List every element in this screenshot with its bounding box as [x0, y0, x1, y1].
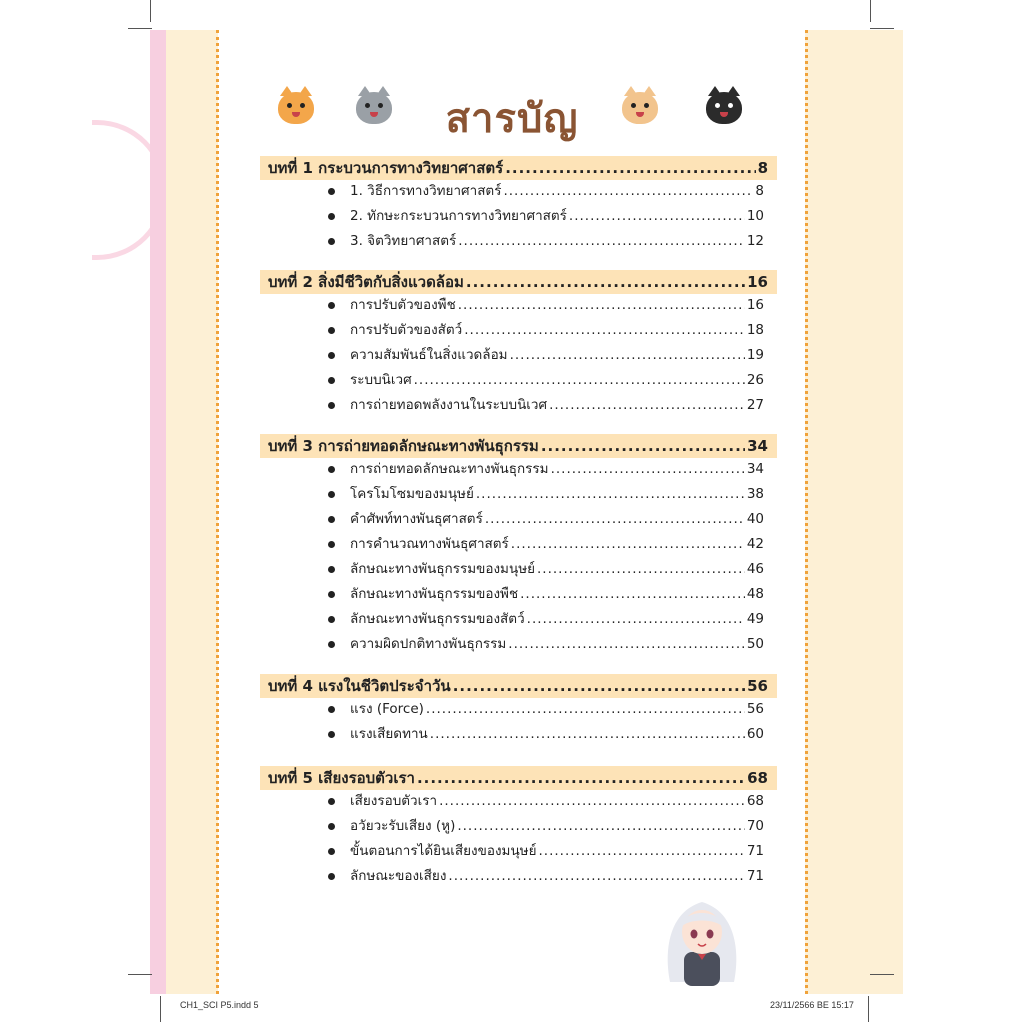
toc-item-page-number: 68: [746, 793, 764, 809]
toc-item-page-number: 26: [746, 372, 764, 388]
toc-item[interactable]: [350, 319, 764, 341]
toc-item-title: อวัยวะรับเสียง (หู): [350, 818, 456, 834]
dot-leader: [476, 483, 745, 505]
dot-leader: [508, 633, 745, 655]
chapter-title: บทที่ 5 เสียงรอบตัวเรา: [268, 769, 415, 787]
dot-leader: [510, 344, 745, 366]
toc-item-title: การถ่ายทอดพลังงานในระบบนิเวศ: [350, 397, 548, 413]
toc-item-title: ลักษณะทางพันธุกรรมของสัตว์: [350, 611, 525, 627]
toc-item-page-number: 50: [746, 636, 764, 652]
dot-leader: [458, 230, 745, 252]
toc-item-title: การปรับตัวของสัตว์: [350, 322, 463, 338]
dot-leader: [527, 608, 745, 630]
toc-item[interactable]: [350, 583, 764, 605]
toc-item-title: โครโมโซมของมนุษย์: [350, 486, 474, 502]
toc-item-title: ลักษณะของเสียง: [350, 868, 447, 884]
toc-item-page-number: 56: [746, 701, 764, 717]
chapter-heading[interactable]: [268, 156, 768, 180]
dot-leader: [520, 583, 745, 605]
toc-item-page-number: 71: [746, 868, 764, 884]
crop-mark: [870, 0, 871, 22]
toc-item-title: แรงเสียดทาน: [350, 726, 428, 742]
chapter-title: บทที่ 2 สิ่งมีชีวิตกับสิ่งแวดล้อม: [268, 273, 464, 291]
toc-item-page-number: 48: [746, 586, 764, 602]
bullet-icon: [328, 302, 335, 309]
toc-item[interactable]: [350, 723, 764, 745]
toc-item[interactable]: [350, 394, 764, 416]
toc-item[interactable]: [350, 698, 764, 720]
chapter-page-number: 8: [757, 159, 768, 177]
toc-item[interactable]: [350, 205, 764, 227]
toc-item-page-number: 40: [746, 511, 764, 527]
chapter-heading[interactable]: [268, 434, 768, 458]
toc-item-page-number: 34: [746, 461, 764, 477]
bullet-icon: [328, 541, 335, 548]
chapter-heading[interactable]: [268, 270, 768, 294]
toc-item[interactable]: [350, 180, 764, 202]
toc-item-page-number: 70: [746, 818, 764, 834]
dot-leader: [417, 766, 745, 790]
toc-item[interactable]: [350, 815, 764, 837]
chapter-heading[interactable]: [268, 674, 768, 698]
dot-leader: [458, 294, 745, 316]
toc-item[interactable]: [350, 558, 764, 580]
dot-leader: [464, 319, 745, 341]
toc-item-title: เสียงรอบตัวเรา: [350, 793, 438, 809]
left-cream-margin: [166, 30, 218, 994]
chapter-page-number: 16: [747, 273, 768, 291]
toc-item-page-number: 16: [746, 297, 764, 313]
bullet-icon: [328, 591, 335, 598]
crop-mark: [128, 974, 152, 975]
toc-item-title: แรง (Force): [350, 701, 424, 717]
dot-leader: [466, 270, 745, 294]
toc-item-page-number: 19: [746, 347, 764, 363]
bullet-icon: [328, 641, 335, 648]
dot-leader: [538, 840, 744, 862]
toc-item[interactable]: [350, 508, 764, 530]
page-title: สารบัญ: [445, 95, 579, 142]
bullet-icon: [328, 466, 335, 473]
bullet-icon: [328, 823, 335, 830]
toc-item[interactable]: [350, 633, 764, 655]
toc-item[interactable]: [350, 294, 764, 316]
chapter-page-number: 34: [747, 437, 768, 455]
toc-item-title: ขั้นตอนการได้ยินเสียงของมนุษย์: [350, 843, 537, 859]
toc-item-title: คำศัพท์ทางพันธุศาสตร์: [350, 511, 483, 527]
crop-mark: [128, 28, 152, 29]
bullet-icon: [328, 327, 335, 334]
bullet-icon: [328, 491, 335, 498]
right-cream-margin: [805, 30, 903, 994]
bullet-icon: [328, 516, 335, 523]
bullet-icon: [328, 213, 335, 220]
crop-mark: [160, 996, 161, 1022]
toc-item[interactable]: [350, 865, 764, 887]
crop-mark: [870, 28, 894, 29]
toc-item-title: ระบบนิเวศ: [350, 372, 412, 388]
dot-leader: [541, 434, 745, 458]
dot-leader: [439, 790, 745, 812]
crop-mark: [870, 974, 894, 975]
toc-item[interactable]: [350, 790, 764, 812]
dot-leader: [551, 458, 745, 480]
chapter-heading[interactable]: [268, 766, 768, 790]
bullet-icon: [328, 352, 335, 359]
toc-item-page-number: 27: [746, 397, 764, 413]
crop-mark: [868, 996, 869, 1022]
dot-leader: [430, 723, 745, 745]
bullet-icon: [328, 873, 335, 880]
toc-item[interactable]: [350, 458, 764, 480]
bullet-icon: [328, 706, 335, 713]
toc-item-page-number: 71: [746, 843, 764, 859]
toc-item[interactable]: [350, 483, 764, 505]
toc-item-page-number: 46: [746, 561, 764, 577]
bullet-icon: [328, 402, 335, 409]
toc-item-title: การถ่ายทอดลักษณะทางพันธุกรรม: [350, 461, 549, 477]
bullet-icon: [328, 188, 335, 195]
anime-girl-illustration: [660, 892, 744, 988]
dot-leader: [448, 865, 744, 887]
right-dotted-border: [805, 30, 808, 994]
toc-item-title: การคำนวณทางพันธุศาสตร์: [350, 536, 509, 552]
toc-item[interactable]: [350, 840, 764, 862]
dot-leader: [414, 369, 745, 391]
bullet-icon: [328, 731, 335, 738]
toc-item-title: ความผิดปกติทางพันธุกรรม: [350, 636, 507, 652]
chapter-title: บทที่ 3 การถ่ายทอดลักษณะทางพันธุกรรม: [268, 437, 539, 455]
chapter-page-number: 56: [747, 677, 768, 695]
toc-item[interactable]: [350, 230, 764, 252]
toc-item-page-number: 42: [746, 536, 764, 552]
bullet-icon: [328, 238, 335, 245]
bullet-icon: [328, 566, 335, 573]
toc-item-page-number: 18: [746, 322, 764, 338]
chapter-title: บทที่ 1 กระบวนการทางวิทยาศาสตร์: [268, 159, 504, 177]
toc-item[interactable]: [350, 608, 764, 630]
chapter-title: บทที่ 4 แรงในชีวิตประจำวัน: [268, 677, 451, 695]
dot-leader: [426, 698, 745, 720]
pink-margin-strip: [150, 30, 166, 994]
bullet-icon: [328, 848, 335, 855]
toc-item-title: 2. ทักษะกระบวนการทางวิทยาศาสตร์: [350, 208, 567, 224]
toc-item-title: 3. จิตวิทยาศาสตร์: [350, 233, 457, 249]
toc-item-page-number: 10: [746, 208, 764, 224]
left-dotted-border: [216, 30, 219, 994]
toc-item[interactable]: [350, 369, 764, 391]
chapter-page-number: 68: [747, 769, 768, 787]
footer-timestamp: 23/11/2566 BE 15:17: [770, 1000, 854, 1010]
toc-item[interactable]: [350, 533, 764, 555]
dot-leader: [549, 394, 745, 416]
dot-leader: [457, 815, 744, 837]
toc-item[interactable]: [350, 344, 764, 366]
footer-file-label: CH1_SCI P5.indd 5: [180, 1000, 259, 1010]
toc-item-title: ความสัมพันธ์ในสิ่งแวดล้อม: [350, 347, 508, 363]
toc-item-title: การปรับตัวของพืช: [350, 297, 456, 313]
toc-item-page-number: 49: [746, 611, 764, 627]
dot-leader: [503, 180, 753, 202]
dot-leader: [485, 508, 745, 530]
toc-item-page-number: 12: [746, 233, 764, 249]
dot-leader: [537, 558, 745, 580]
dot-leader: [505, 156, 755, 180]
dot-leader: [511, 533, 745, 555]
crop-mark: [150, 0, 151, 22]
toc-item-title: ลักษณะทางพันธุกรรมของมนุษย์: [350, 561, 535, 577]
toc-item-page-number: 8: [755, 183, 764, 199]
bullet-icon: [328, 616, 335, 623]
toc-item-page-number: 60: [746, 726, 764, 742]
toc-item-page-number: 38: [746, 486, 764, 502]
bullet-icon: [328, 798, 335, 805]
toc-item-title: ลักษณะทางพันธุกรรมของพืช: [350, 586, 519, 602]
dot-leader: [453, 674, 745, 698]
bullet-icon: [328, 377, 335, 384]
dot-leader: [569, 205, 745, 227]
toc-item-title: 1. วิธีการทางวิทยาศาสตร์: [350, 183, 502, 199]
